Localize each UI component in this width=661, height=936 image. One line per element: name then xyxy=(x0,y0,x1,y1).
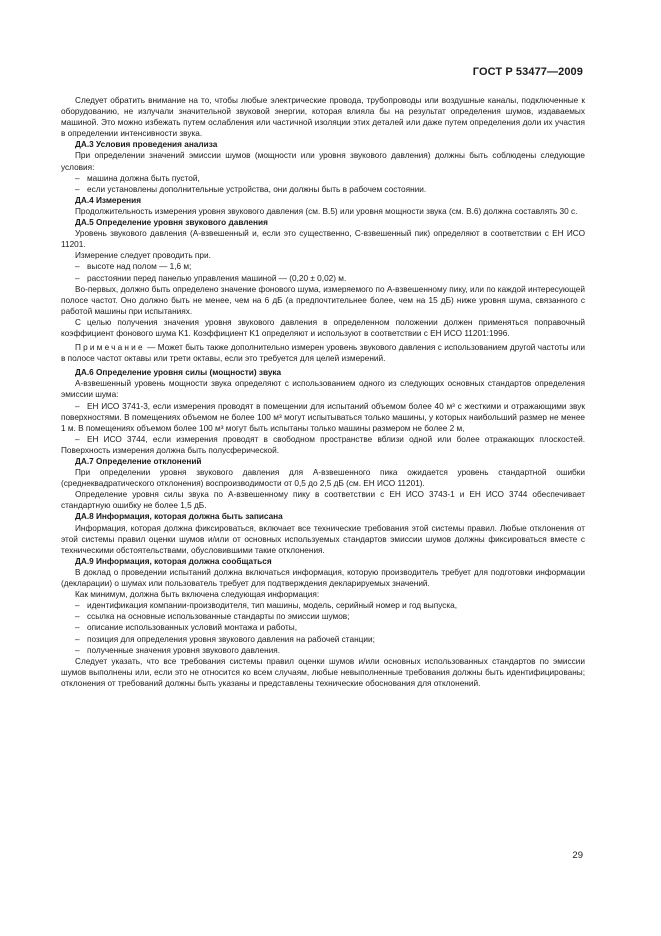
paragraph: При определении значений эмиссии шумов (мощности или уровня звукового давления) должны быть соблюдены следующие условия: xyxy=(61,151,585,172)
list-item: – если установлены дополнительные устройства, они должны быть в рабочем состоянии. xyxy=(75,184,427,194)
paragraph: Следует обратить внимание на то, чтобы любые электрические провода, трубопроводы или воздушные каналы, подключенные к оборудованию, не излучали значительной звуковой энергии, которая влияла бы на результат определения шумов, издаваемых машиной. Это можно избежать путем ослабления или частичной изоляции этих деталей или даже путем определения доли их участия в определении интенсивности звука. xyxy=(61,96,585,139)
paragraph: Информация, которая должна фиксироваться, включает все технические требования этой системы правил. Любые отклонения от этой системы правил оценки шумов и/или от основных используемых стандартов эмиссии шумов должны фиксироваться вместе с техническими обстоятельствами, обусловившими такие отклонения. xyxy=(61,523,585,555)
paragraph: Следует указать, что все требования системы правил оценки шумов и/или основных использованных стандартов по эмиссии шумов выполнены или, если это не относится ко всем случаям, любые невыполненные требования должны быть идентифицированы; отклонения от требований должны быть указаны и представлены технические обоснования для отклонений. xyxy=(61,656,585,688)
section-heading-da3: ДА.3 Условия проведения анализа xyxy=(75,140,218,150)
section-heading-da8: ДА.8 Информация, которая должна быть записана xyxy=(75,512,283,522)
note xyxy=(61,342,585,364)
section-heading-da7: ДА.7 Определение отклонений xyxy=(75,457,202,466)
note-text: — Может быть также дополнительно измерен уровень звукового давления с использованием другой частоты или в полосе частот октавы или трети октавы, если это требуется для целей измерений. xyxy=(61,343,585,364)
paragraph: A-взвешенный уровень мощности звука определяют с использованием одного из следующих основных стандартов определения эмиссии шума: xyxy=(61,379,585,400)
paragraph: Определение уровня силы звука по A-взвешенному пику в соответствии с ЕН ИСО 3743-1 и ЕН ИСО 3744 обеспечивает стандартную ошибку не более 1,5 дБ. xyxy=(61,490,585,511)
document-body xyxy=(61,95,585,689)
paragraph: При определении уровня звукового давления для A-взвешенного пика ожидается уровень стандартной ошибки (среднеквадратического отклонения) воспроизводимости от 0,5 до 2,5 дБ (см. ЕН ИСО 11201). xyxy=(61,468,585,489)
paragraph: Измерение следует проводить при. xyxy=(75,251,211,261)
list-item: – ЕН ИСО 3744, если измерения проводят в свободном пространстве вблизи одной или более отражающих плоскостей. Поверхность измерения должна быть полусферической. xyxy=(61,434,585,455)
section-heading-da6: ДА.6 Определение уровня силы (мощности) звука xyxy=(75,368,282,378)
document-code-header: ГОСТ Р 53477—2009 xyxy=(472,66,583,78)
page-number: 29 xyxy=(572,850,583,861)
list-item: – полученные значения уровня звукового давления. xyxy=(75,645,280,655)
paragraph: Уровень звукового давления (A-взвешенный и, если это существенно, C-взвешенный пик) определяют в соответствии с ЕН ИСО 11201. xyxy=(61,229,585,250)
list-item: – расстоянии перед панелью управления машиной — (0,20 ± 0,02) м. xyxy=(75,273,347,283)
section-heading-da5: ДА.5 Определение уровня звукового давления xyxy=(75,218,268,228)
list-item: – описание использованных условий монтажа и работы, xyxy=(75,623,298,633)
paragraph: Продолжительность измерения уровня звукового давления (см. В.5) или уровня мощности звука (см. В.6) должна составлять 30 с. xyxy=(75,206,578,216)
paragraph: С целью получения значения уровня звукового давления в определенном положении должен применяться поправочный коэффициент фонового шума K1. Коэффициент K1 определяют и используют в соответствии с ЕН ИСО 11201:1996. xyxy=(61,317,585,338)
list-item: – позиция для определения уровня звукового давления на рабочей станции; xyxy=(75,634,375,644)
paragraph: Во-первых, должно быть определено значение фонового шума, измеряемого по A-взвешенному пику, или по каждой интересующей полосе частот. Оно должно быть не менее, чем на 6 дБ (а предпочтительнее более, чем на 15 дБ) ниже уровня шума, связанного с работой машины при испытаниях. xyxy=(61,284,585,316)
list-item: – идентификация компании-производителя, тип машины, модель, серийный номер и год выпуска, xyxy=(75,601,458,611)
paragraph: В доклад о проведении испытаний должна включаться информация, которую производитель требует для подготовки информации (декларации) о шумах или пользователь требует для подтверждения декларируемых значений. xyxy=(61,567,585,589)
section-heading-da4: ДА.4 Измерения xyxy=(75,195,142,205)
list-item: – ссылка на основные использованные стандарты по эмиссии шумов; xyxy=(75,612,350,622)
paragraph: Как минимум, должна быть включена следующая информация: xyxy=(75,590,320,600)
list-item: – машина должна быть пустой, xyxy=(75,173,200,183)
list-item: – ЕН ИСО 3741-3, если измерения проводят в помещении для испытаний объемом более 40 м³ с жесткими и отражающими звук поверхностями. В помещениях объемом не более 100 м³ могут испытываться только машины, у которых наибольший размер не менее 1 м. В помещениях объемом более 100 м³ могут быть испытаны только машины размером не более 2 м, xyxy=(61,401,585,433)
section-heading-da9: ДА.9 Информация, которая должна сообщаться xyxy=(75,556,272,566)
note-label: Примечание xyxy=(75,343,145,353)
list-item: – высоте над полом — 1,6 м; xyxy=(75,262,192,272)
